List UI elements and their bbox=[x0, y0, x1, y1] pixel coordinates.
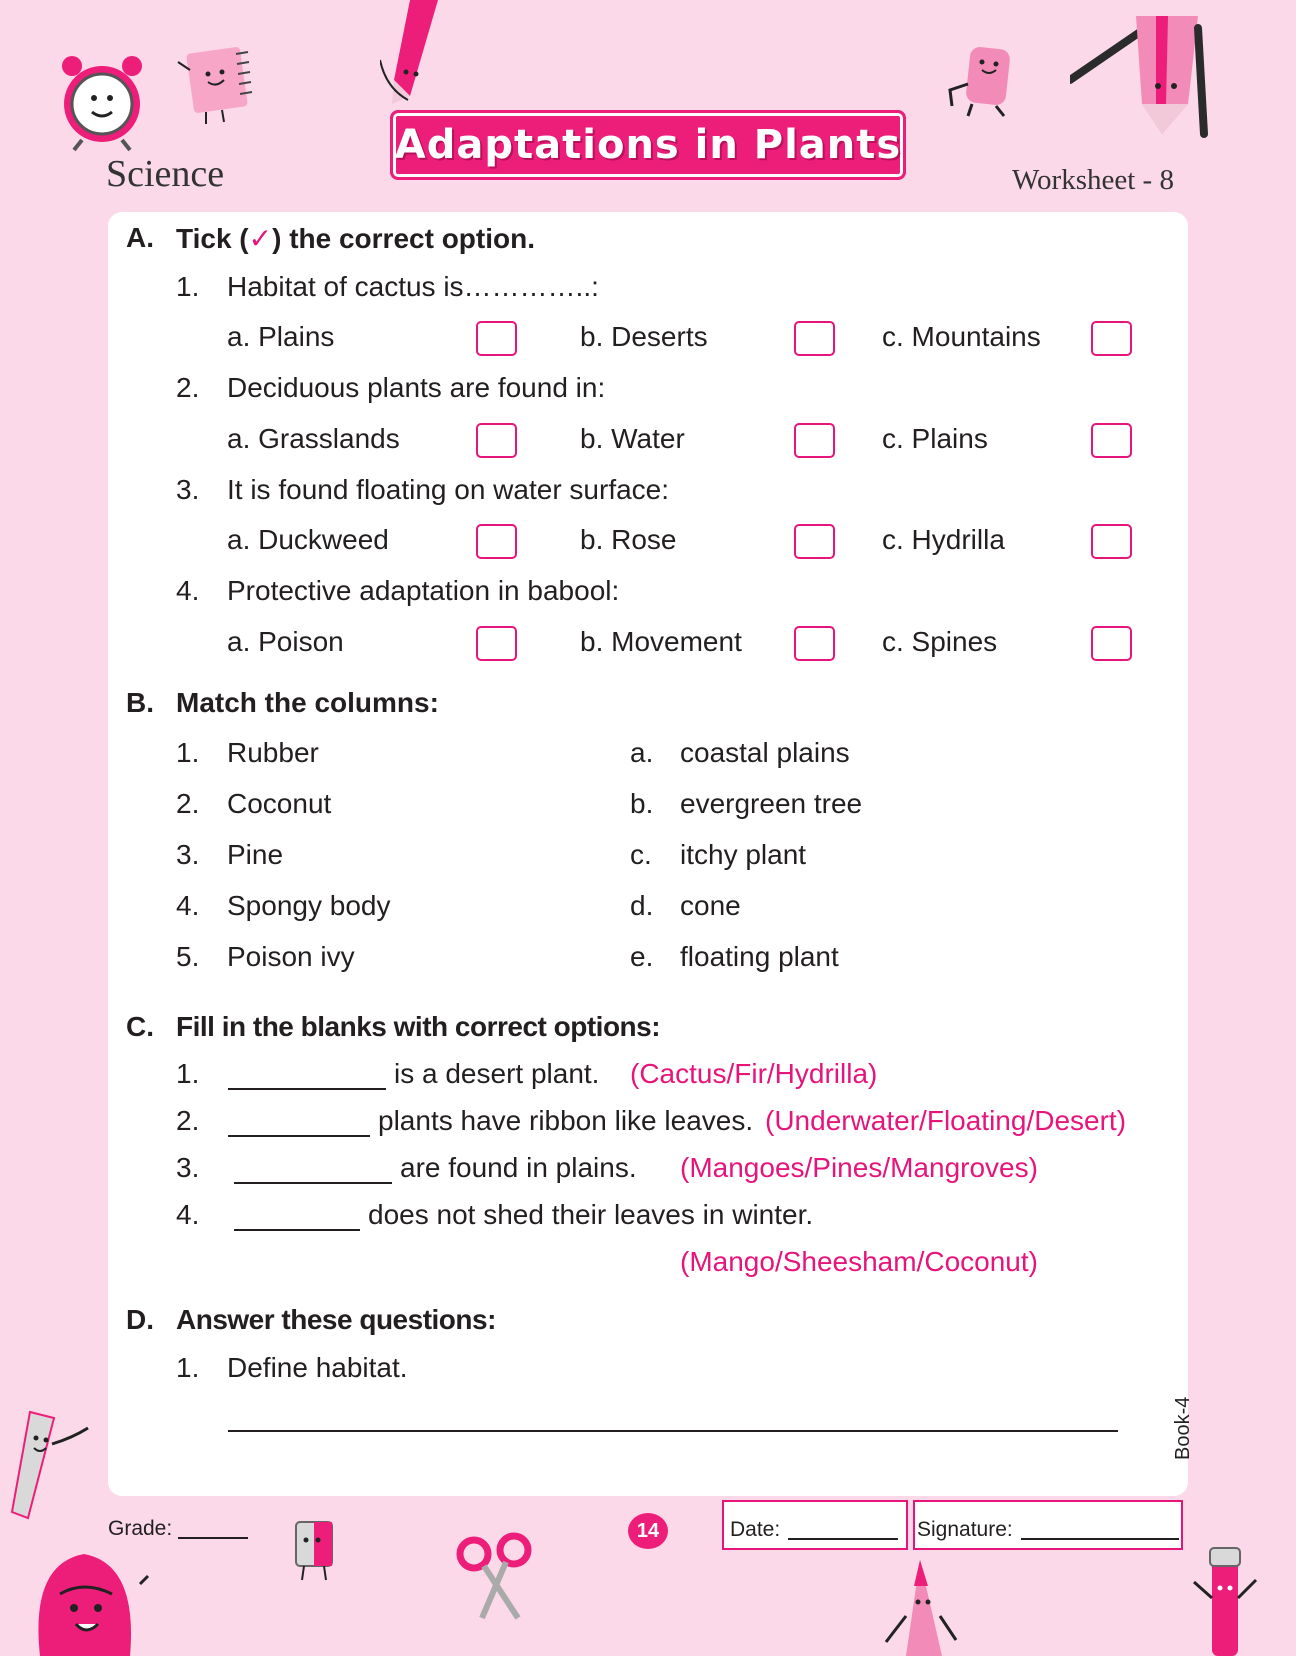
option-label: c. Plains bbox=[882, 423, 988, 454]
blank-text: plants have ribbon like leaves. bbox=[378, 1105, 754, 1136]
notepad-character-illustration bbox=[176, 44, 260, 128]
alarm-clock-illustration bbox=[52, 44, 152, 154]
section-c-letter: C. bbox=[126, 1011, 154, 1042]
blank-options: (Underwater/Floating/Desert) bbox=[765, 1105, 1127, 1136]
blank-text: are found in plains. bbox=[400, 1152, 637, 1183]
blank-number: 2. bbox=[176, 1105, 200, 1136]
blank-options: (Mangoes/Pines/Mangroves) bbox=[680, 1152, 1038, 1183]
option-label: a. Duckweed bbox=[227, 524, 389, 555]
blank-number: 3. bbox=[176, 1152, 200, 1183]
match-left-number: 2. bbox=[176, 788, 200, 819]
ruler-character-illustration bbox=[8, 1408, 94, 1528]
question-number: 1. bbox=[176, 271, 200, 302]
section-c-heading: Fill in the blanks with correct options: bbox=[176, 1011, 661, 1042]
match-right-item: cone bbox=[680, 890, 741, 921]
question-number: 4. bbox=[176, 575, 200, 606]
answer-blank[interactable] bbox=[234, 1182, 392, 1184]
option-label: b. Rose bbox=[580, 524, 677, 555]
match-left-item: Poison ivy bbox=[227, 941, 355, 972]
section-d-letter: D. bbox=[126, 1304, 154, 1335]
match-left-item: Spongy body bbox=[227, 890, 391, 921]
match-left-number: 1. bbox=[176, 737, 200, 768]
option-checkbox[interactable] bbox=[1091, 524, 1132, 559]
match-left-number: 4. bbox=[176, 890, 200, 921]
option-checkbox[interactable] bbox=[794, 626, 835, 661]
answer-blank[interactable] bbox=[234, 1229, 360, 1231]
question-text: It is found floating on water surface: bbox=[227, 474, 670, 505]
option-label: a. Plains bbox=[227, 321, 335, 352]
option-label: b. Deserts bbox=[580, 321, 708, 352]
match-left-item: Pine bbox=[227, 839, 284, 870]
match-left-number: 3. bbox=[176, 839, 200, 870]
blank-number: 1. bbox=[176, 1058, 200, 1089]
option-checkbox[interactable] bbox=[1091, 626, 1132, 661]
section-b-letter: B. bbox=[126, 687, 154, 718]
tick-icon: ✓ bbox=[248, 223, 273, 254]
worksheet-card bbox=[108, 212, 1188, 1496]
match-right-item: itchy plant bbox=[680, 839, 807, 870]
section-d-heading: Answer these questions: bbox=[176, 1304, 496, 1335]
option-label: c. Mountains bbox=[882, 321, 1041, 352]
scissors-illustration bbox=[452, 1532, 538, 1622]
option-label: a. Grasslands bbox=[227, 423, 400, 454]
backpack-illustration bbox=[20, 1524, 150, 1656]
option-checkbox[interactable] bbox=[476, 321, 517, 356]
section-a-heading: Tick (✓) the correct option. bbox=[176, 223, 535, 254]
question-text: Protective adaptation in babool: bbox=[227, 575, 620, 606]
option-checkbox[interactable] bbox=[476, 423, 517, 458]
match-left-number: 5. bbox=[176, 941, 200, 972]
option-checkbox[interactable] bbox=[1091, 423, 1132, 458]
match-left-item: Coconut bbox=[227, 788, 332, 819]
answer-blank[interactable] bbox=[228, 1088, 386, 1090]
grade-label: Grade: bbox=[108, 1517, 173, 1540]
date-field[interactable] bbox=[788, 1538, 898, 1540]
option-checkbox[interactable] bbox=[794, 524, 835, 559]
signature-label: Signature: bbox=[917, 1518, 1013, 1541]
question-number: 2. bbox=[176, 372, 200, 403]
signature-box bbox=[913, 1500, 1183, 1550]
option-checkbox[interactable] bbox=[794, 423, 835, 458]
grade-field[interactable] bbox=[178, 1537, 248, 1539]
worksheet-number: Worksheet - 8 bbox=[1012, 164, 1174, 196]
match-right-letter: c. bbox=[630, 839, 652, 870]
match-right-item: floating plant bbox=[680, 941, 839, 972]
marker-character-illustration bbox=[1190, 1538, 1260, 1656]
sharpener-character-illustration bbox=[284, 1516, 344, 1586]
blank-text: does not shed their leaves in winter. bbox=[368, 1199, 814, 1230]
option-checkbox[interactable] bbox=[476, 524, 517, 559]
match-right-item: evergreen tree bbox=[680, 788, 863, 819]
section-b-heading: Match the columns: bbox=[176, 687, 439, 718]
option-label: c. Hydrilla bbox=[882, 524, 1005, 555]
option-label: c. Spines bbox=[882, 626, 998, 657]
option-label: b. Water bbox=[580, 423, 685, 454]
option-checkbox[interactable] bbox=[476, 626, 517, 661]
page-number: 14 bbox=[628, 1513, 668, 1549]
match-right-letter: a. bbox=[630, 737, 654, 768]
answer-line[interactable] bbox=[228, 1430, 1118, 1432]
question-number: 3. bbox=[176, 474, 200, 505]
question-text: Define habitat. bbox=[227, 1352, 408, 1383]
page-title: Adaptations in Plants bbox=[394, 122, 902, 168]
subject-label: Science bbox=[106, 153, 225, 195]
option-label: a. Poison bbox=[227, 626, 344, 657]
book-label: Book-4 bbox=[1172, 1396, 1194, 1460]
page-title-banner bbox=[390, 110, 906, 180]
answer-blank[interactable] bbox=[228, 1135, 370, 1137]
pencil-character-illustration bbox=[380, 0, 450, 110]
match-right-letter: e. bbox=[630, 941, 654, 972]
option-label: b. Movement bbox=[580, 626, 742, 657]
giant-pencil-illustration bbox=[1070, 8, 1220, 138]
blank-options: (Mango/Sheesham/Coconut) bbox=[680, 1246, 1038, 1277]
question-text: Habitat of cactus is…………..: bbox=[227, 271, 599, 302]
match-left-item: Rubber bbox=[227, 737, 319, 768]
date-box bbox=[722, 1500, 908, 1550]
blank-number: 4. bbox=[176, 1199, 200, 1230]
blank-options: (Cactus/Fir/Hydrilla) bbox=[630, 1058, 878, 1089]
question-text: Deciduous plants are found in: bbox=[227, 372, 606, 403]
match-right-item: coastal plains bbox=[680, 737, 850, 768]
option-checkbox[interactable] bbox=[794, 321, 835, 356]
question-number: 1. bbox=[176, 1352, 200, 1383]
section-a-letter: A. bbox=[126, 222, 154, 253]
signature-field[interactable] bbox=[1021, 1538, 1179, 1540]
match-right-letter: b. bbox=[630, 788, 654, 819]
match-right-letter: d. bbox=[630, 890, 654, 921]
option-checkbox[interactable] bbox=[1091, 321, 1132, 356]
date-label: Date: bbox=[730, 1518, 781, 1541]
blank-text: is a desert plant. bbox=[394, 1058, 600, 1089]
eraser-character-illustration bbox=[944, 40, 1024, 120]
crayon-character-illustration bbox=[880, 1546, 960, 1656]
